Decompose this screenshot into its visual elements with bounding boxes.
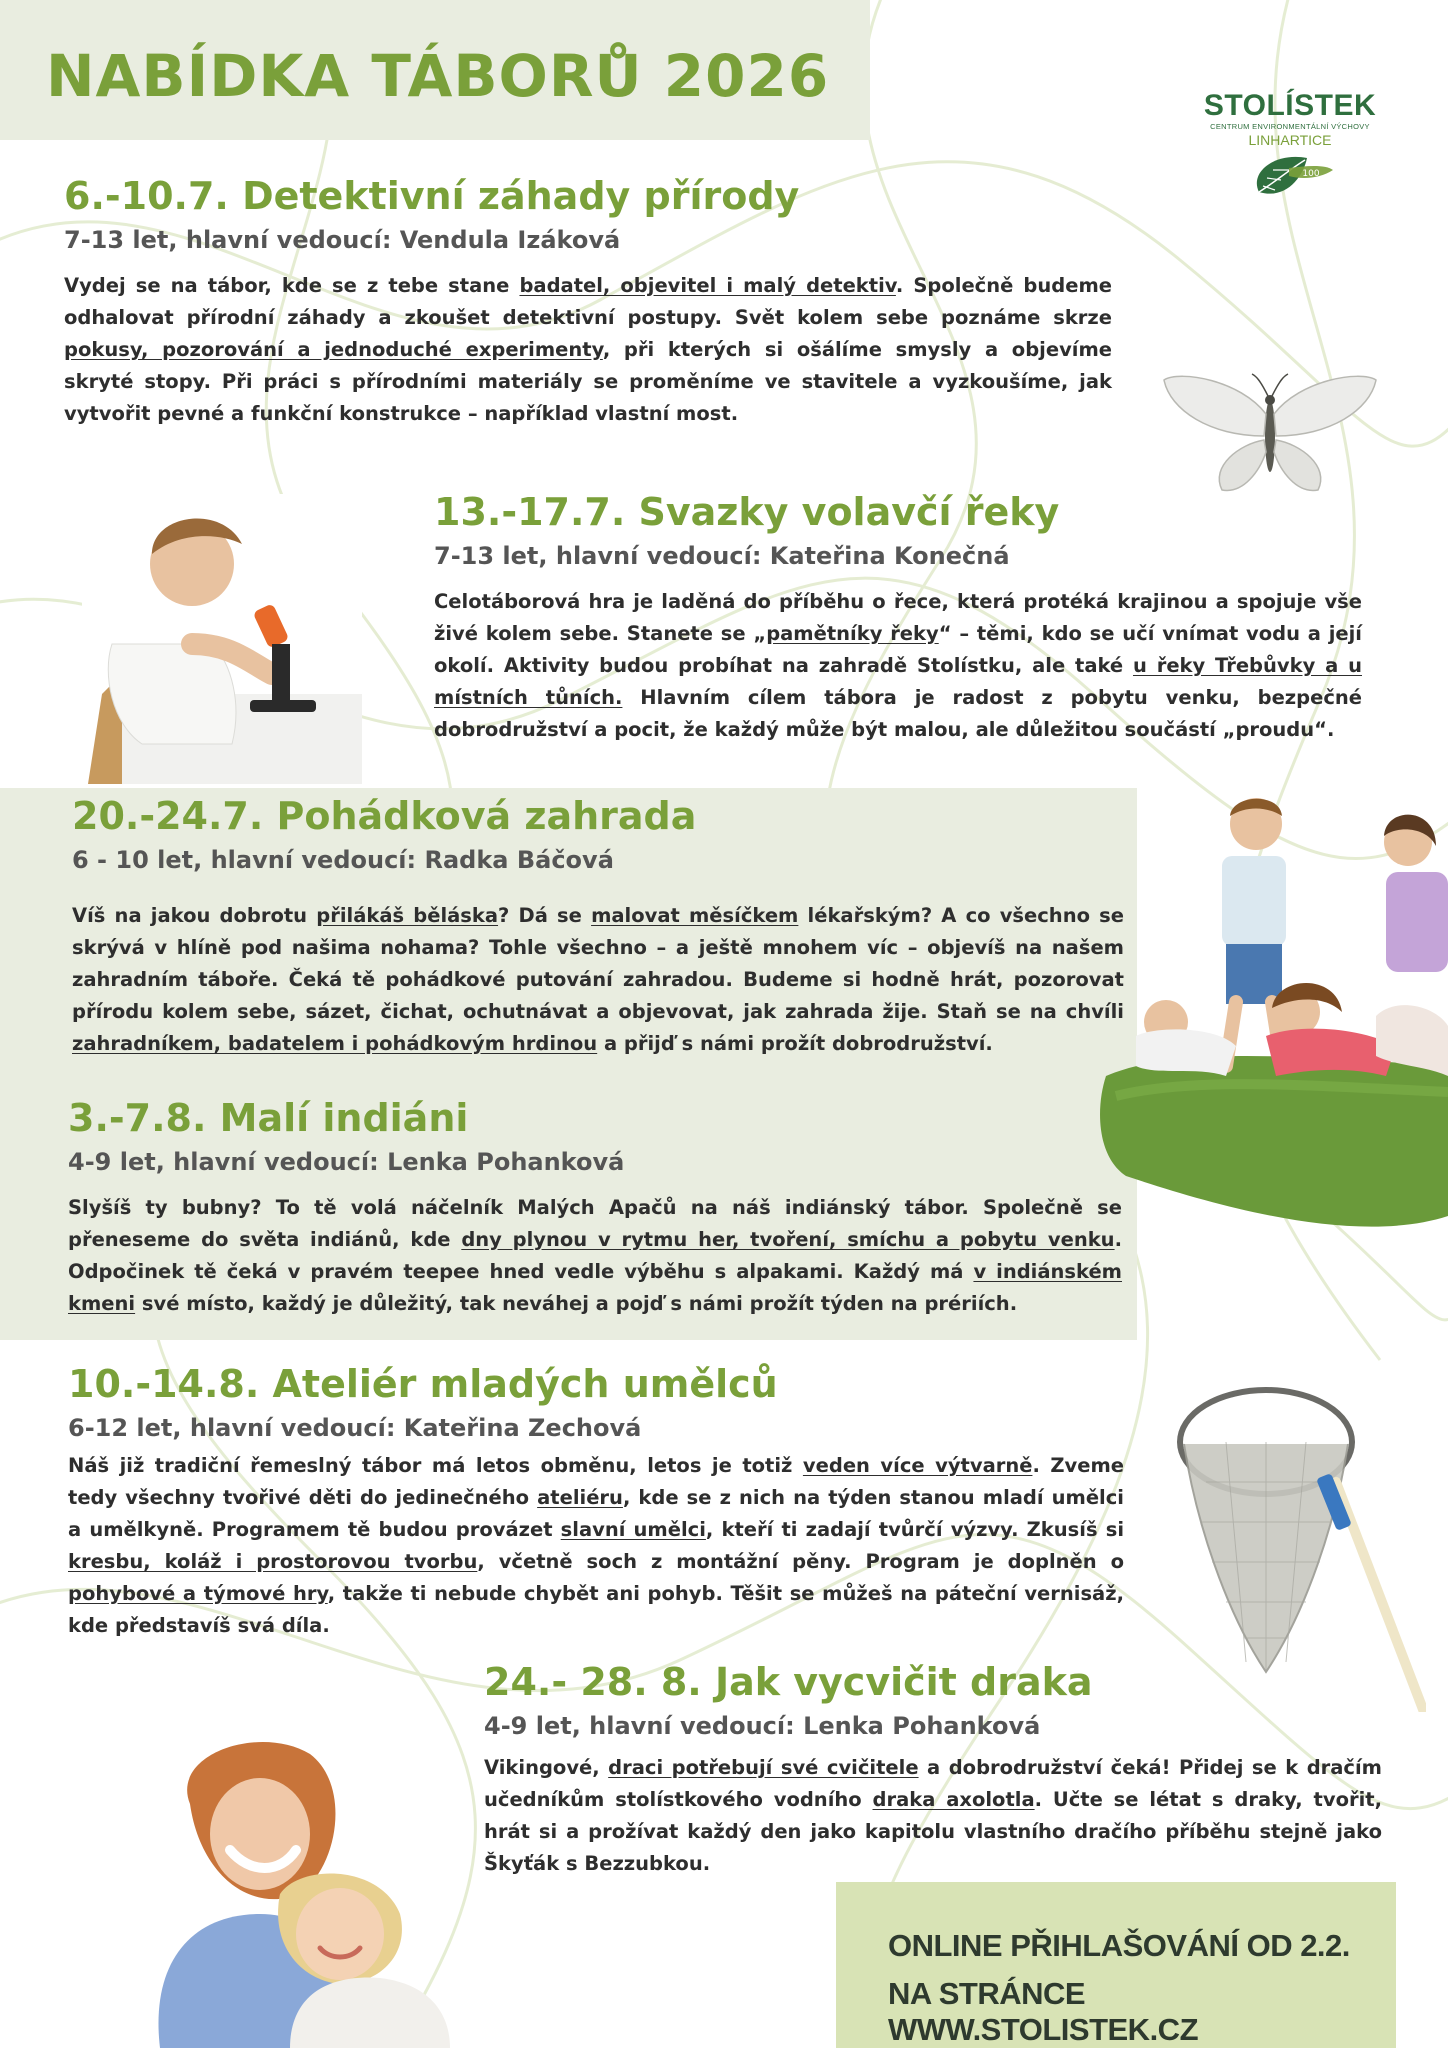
children-playing-on-grass-image [1096, 776, 1448, 1236]
camp-description [434, 586, 1362, 746]
camp-svazky-volavci-reky [434, 488, 1362, 746]
text-segment: lékařským? A co všechno se skrývá v hlíně pod našima nohama? Tohle všechno – a ještě mnohem víc – objevíš na našem zahradním táboře. Čeká tě pohádkové putování zahradou. Budeme si hodně hrát, pozorovat přírodu kolem sebe, sázet, čichat, ochutnávat a objevovat, jak zahrada žije. Staň se na chvíli [72, 904, 1124, 1023]
camp-atelier-mladych-umelcu [68, 1360, 1124, 1642]
camp-title: 10.-14.8. Ateliér mladých umělců [68, 1362, 778, 1406]
highlighted-phrase: pamětníky řeky [766, 622, 939, 645]
text-segment: Vydej se na tábor, kde se z tebe stane [64, 274, 520, 297]
text-segment: a přijď s námi prožít dobrodružství. [597, 1032, 993, 1055]
text-segment: Slyšíš ty bubny? To tě volá náčelník Malých Apačů na náš indiánský tábor. Společně se přeneseme do světa indiánů, kde [68, 1196, 1122, 1251]
camp-description [68, 1192, 1122, 1320]
camp-description [64, 270, 1112, 430]
highlighted-phrase: draci potřebují své cvičitele [608, 1756, 919, 1779]
highlighted-phrase: zahradníkem, badatelem i pohádkovým hrdinou [72, 1032, 598, 1055]
highlighted-phrase: badatel, objevitel i malý detektiv [519, 274, 896, 297]
text-segment: ? Dá se [498, 904, 592, 927]
text-segment: Vikingové, [484, 1756, 609, 1779]
logo-name: STOLÍSTEK [1203, 89, 1377, 122]
text-segment: , kde se z nich na týden stanou mladí umělci a umělkyně. Programem tě budou provázet [68, 1486, 1124, 1541]
camp-mali-indiani [68, 1094, 1122, 1320]
text-segment: . Zveme tedy všechny tvořivé děti do jedinečného [68, 1454, 1124, 1509]
highlighted-phrase: přilákáš běláska [316, 904, 499, 927]
camp-meta: 6-12 let, hlavní vedoucí: Kateřina Zechová [68, 1414, 642, 1442]
text-segment: své místo, každý je důležitý, tak neváhej a pojď s námi prožít týden na prériích. [135, 1292, 1018, 1315]
camp-pohadkova-zahrada [72, 792, 1124, 1060]
text-segment: . Odpočinek tě čeká v pravém teepee hned vedle výběhu s alpakami. Každý má [68, 1228, 1122, 1283]
page-title: NABÍDKA TÁBORŮ 2026 [46, 42, 830, 110]
logo-badge: 100 [1302, 169, 1320, 179]
highlighted-phrase: v indiánském kmeni [68, 1260, 1122, 1315]
highlighted-phrase: u řeky Třebůvky a u místních tůních. [434, 654, 1362, 709]
logo-place: LINHARTICE [1248, 132, 1332, 148]
registration-banner [836, 1882, 1396, 2048]
camp-description [72, 900, 1124, 1060]
highlighted-phrase: pokusy, pozorování a jednoduché experimenty [64, 338, 603, 361]
highlighted-phrase: dny plynou v rytmu her, tvoření, smíchu a pobytu venku [461, 1228, 1115, 1251]
text-segment: , při kterých si ošálíme smysly a objevíme skryté stopy. Při práci s přírodními materiály se proměníme ve stavitele a vyzkoušíme, jak vytvořit pevné a funkční konstrukce – například vlastní most. [64, 338, 1113, 425]
highlighted-phrase: veden více výtvarně [802, 1454, 1033, 1477]
text-segment: Víš na jakou dobrotu [72, 904, 317, 927]
camp-meta: 6 - 10 let, hlavní vedoucí: Radka Báčová [72, 846, 614, 874]
logo-leaf-icon [1245, 148, 1335, 210]
camp-title: 13.-17.7. Svazky volavčí řeky [434, 490, 1060, 534]
highlighted-phrase: draka axolotla [872, 1788, 1035, 1811]
butterfly-image [1160, 370, 1380, 500]
highlighted-phrase: ateliéru [537, 1486, 623, 1509]
highlighted-phrase: malovat měsíčkem [591, 904, 799, 927]
camp-meta: 4-9 let, hlavní vedoucí: Lenka Pohanková [68, 1148, 625, 1176]
text-segment: a dobrodružství čeká! Přidej se k dračím učedníkům stolístkového vodního [484, 1756, 1382, 1811]
camp-meta: 7-13 let, hlavní vedoucí: Kateřina Konečná [434, 542, 1010, 570]
camp-meta: 7-13 let, hlavní vedoucí: Vendula Izáková [64, 226, 621, 254]
text-segment: . Učte se létat s draky, tvořit, hrát si a prožívat každý den jako kapitolu vlastního dračího příběhu stejně jako Škyťák s Bezzubkou. [484, 1788, 1382, 1875]
text-segment: , takže ti nebude chybět ani pohyb. Těšit se můžeš na páteční vernisáž, kde představíš svá díla. [68, 1582, 1124, 1637]
camp-title: 20.-24.7. Pohádková zahrada [72, 794, 697, 838]
camp-title: 24.- 28. 8. Jak vycvičit draka [484, 1660, 1093, 1704]
camp-title: 3.-7.8. Malí indiáni [68, 1096, 469, 1140]
camp-detektivni-zahady [64, 172, 1112, 430]
text-segment: Hlavním cílem tábora je radost z pobytu venku, bezpečné dobrodružství a pocit, že každý může být malou, ale důležitou součástí „proudu“. [434, 686, 1362, 741]
camp-title: 6.-10.7. Detektivní záhady přírody [64, 174, 800, 218]
camp-jak-vycvicit-draka [484, 1658, 1382, 1880]
text-segment: Náš již tradiční řemeslný tábor má letos obměnu, letos je totiž [68, 1454, 803, 1477]
logo-subtitle: CENTRUM ENVIRONMENTÁLNÍ VÝCHOVY [1210, 122, 1370, 131]
boy-with-microscope-image [82, 494, 362, 784]
highlighted-phrase: pohybové a týmové hry [68, 1582, 328, 1605]
camp-description [68, 1450, 1124, 1642]
hugging-girls-image [150, 1724, 450, 2048]
text-segment: , kteří ti zadají tvůrčí výzvy. Zkusíš si [705, 1518, 1125, 1541]
camp-meta: 4-9 let, hlavní vedoucí: Lenka Pohanková [484, 1712, 1041, 1740]
text-segment: . Společně budeme odhalovat přírodní záhady a zkoušet detektivní postupy. Svět kolem sebe poznáme skrze [64, 274, 1112, 329]
highlighted-phrase: kresbu, koláž i prostorovou tvorbu [68, 1550, 478, 1573]
registration-website[interactable]: NA STRÁNCE WWW.STOLISTEK.CZ [888, 1976, 1199, 2047]
stolistek-logo [1200, 90, 1380, 220]
text-segment: “ – těmi, kdo se učí vnímat vodu a její okolí. Aktivity budou probíhat na zahradě Stolístku, ale také [434, 622, 1362, 677]
camp-description [484, 1752, 1382, 1880]
text-segment: Celotáborová hra je laděná do příběhu o řece, která protéká krajinou a spojuje vše živé kolem sebe. Stanete se „ [434, 590, 1362, 645]
text-segment: , včetně soch z montážní pěny. Program je doplněn o [477, 1550, 1124, 1573]
registration-date: ONLINE PŘIHLAŠOVÁNÍ OD 2.2. [888, 1928, 1350, 1963]
highlighted-phrase: slavní umělci [560, 1518, 706, 1541]
